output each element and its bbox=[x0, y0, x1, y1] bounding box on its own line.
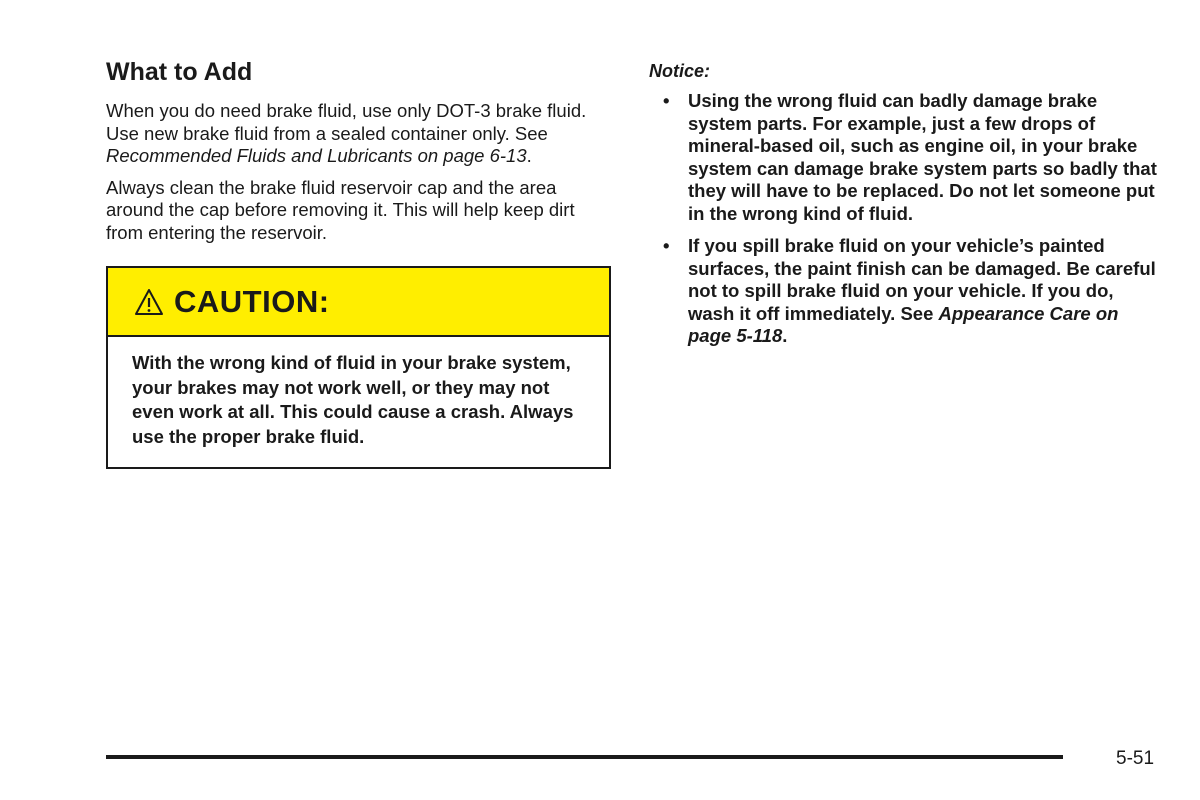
cross-reference-link[interactable]: Appearance Care on page 5-118 bbox=[688, 302, 1119, 346]
list-item bbox=[649, 235, 1159, 348]
footer-rule bbox=[106, 755, 1063, 759]
paragraph-brake-fluid-type bbox=[106, 100, 611, 168]
list-item bbox=[649, 90, 1159, 225]
page-number: 5-51 bbox=[1116, 748, 1155, 769]
section-title: What to Add bbox=[106, 58, 253, 86]
paragraph-clean-cap: Always clean the brake fluid reservoir cap and the area around the cap before removing it. This will help keep dirt from entering the reservoir. bbox=[106, 176, 575, 243]
caution-box bbox=[106, 266, 611, 469]
right-column bbox=[649, 60, 1159, 358]
bullet-text: If you spill brake fluid on your vehicle’s painted surfaces, the paint finish can be damaged. Be careful not to spill brake fluid on your vehicle. If you do, wash it off immediately. See bbox=[688, 235, 1156, 324]
caution-body: With the wrong kind of fluid in your brake system, your brakes may not work well, or they may not even work at all. This could cause a crash. Always use the proper brake fluid. bbox=[132, 352, 574, 447]
bullet-text: Using the wrong fluid can badly damage brake system parts. For example, just a few drops of mineral-based oil, such as engine oil, in your brake system can damage brake system parts so badly that they will have to be replaced. Do not let someone put in the wrong kind of fluid. bbox=[688, 90, 1157, 224]
caution-header bbox=[108, 268, 609, 337]
left-column bbox=[106, 56, 611, 469]
notice-bullet-list bbox=[649, 90, 1159, 348]
warning-triangle-icon bbox=[134, 288, 164, 316]
notice-label: Notice: bbox=[649, 61, 711, 81]
caution-title: CAUTION: bbox=[174, 283, 330, 319]
paragraph-text: When you do need brake fluid, use only DOT-3 brake fluid. Use new brake fluid from a sealed container only. See bbox=[106, 100, 587, 144]
bullet-end: . bbox=[782, 325, 788, 346]
bullet-icon: • bbox=[663, 235, 670, 256]
paragraph-end: . bbox=[526, 145, 532, 166]
cross-reference-link[interactable]: Recommended Fluids and Lubricants on page 6-13 bbox=[106, 145, 527, 166]
bullet-icon: • bbox=[663, 90, 670, 111]
